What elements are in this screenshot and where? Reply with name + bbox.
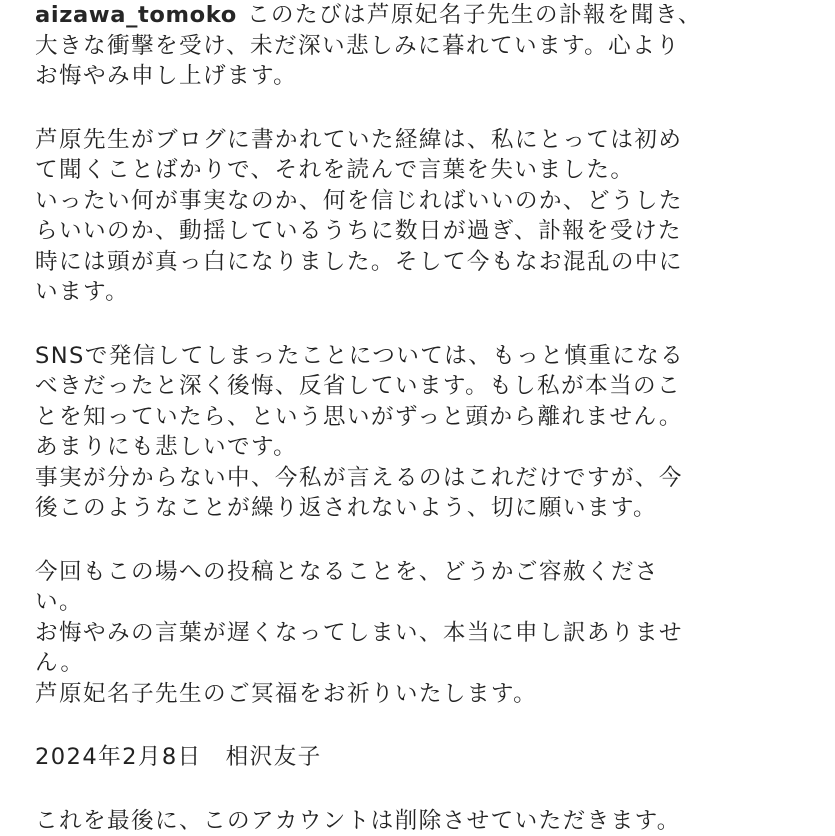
caption-line: お悔やみ申し上げます。 [35, 61, 825, 92]
username-link[interactable]: aizawa_tomoko [35, 2, 237, 28]
paragraph-gap [35, 773, 825, 806]
post-caption [35, 0, 825, 836]
paragraph-gap [35, 709, 825, 742]
caption-line: お悔やみの言葉が遅くなってしまい、本当に申し訳ありませ [35, 618, 825, 649]
date-and-signature: 2024年2月8日 相沢友子 [35, 742, 825, 773]
caption-line: 今回もこの場への投稿となることを、どうかご容赦くださ [35, 557, 825, 588]
caption-line: います。 [35, 277, 825, 308]
caption-line: とを知っていたら、という思いがずっと頭から離れません。 [35, 402, 825, 433]
caption-line: いったい何が事実なのか、何を信じればいいのか、どうした [35, 186, 825, 217]
paragraph-gap [35, 524, 825, 557]
caption-paragraph-1 [35, 0, 825, 92]
caption-line: 芦原妃名子先生のご冥福をお祈りいたします。 [35, 679, 825, 710]
caption-paragraph-3 [35, 341, 825, 524]
closing-line: これを最後に、このアカウントは削除させていただきます。 [35, 806, 825, 836]
paragraph-gap [35, 92, 825, 125]
paragraph-gap [35, 308, 825, 341]
caption-line: て聞くことばかりで、それを読んで言葉を失いました。 [35, 155, 825, 186]
caption-paragraph-4 [35, 557, 825, 710]
caption-line: ん。 [35, 648, 825, 679]
caption-closing [35, 806, 825, 836]
caption-line: SNSで発信してしまったことについては、もっと慎重になる [35, 341, 825, 372]
caption-line: 事実が分からない中、今私が言えるのはこれだけですが、今 [35, 463, 825, 494]
caption-text: このたびは芦原妃名子先生の訃報を聞き、 [247, 2, 702, 28]
caption-line: 時には頭が真っ白になりました。そして今もなお混乱の中に [35, 247, 825, 278]
caption-line: 芦原先生がブログに書かれていた経緯は、私にとっては初め [35, 125, 825, 156]
caption-line: べきだったと深く後悔、反省しています。もし私が本当のこ [35, 371, 825, 402]
caption-paragraph-2 [35, 125, 825, 308]
caption-line: 後このようなことが繰り返されないよう、切に願います。 [35, 493, 825, 524]
caption-signature [35, 742, 825, 773]
caption-line: い。 [35, 587, 825, 618]
caption-line: あまりにも悲しいです。 [35, 432, 825, 463]
caption-line: 大きな衝撃を受け、未だ深い悲しみに暮れています。心より [35, 31, 825, 62]
caption-first-line [35, 0, 825, 31]
caption-line: らいいのか、動揺しているうちに数日が過ぎ、訃報を受けた [35, 216, 825, 247]
